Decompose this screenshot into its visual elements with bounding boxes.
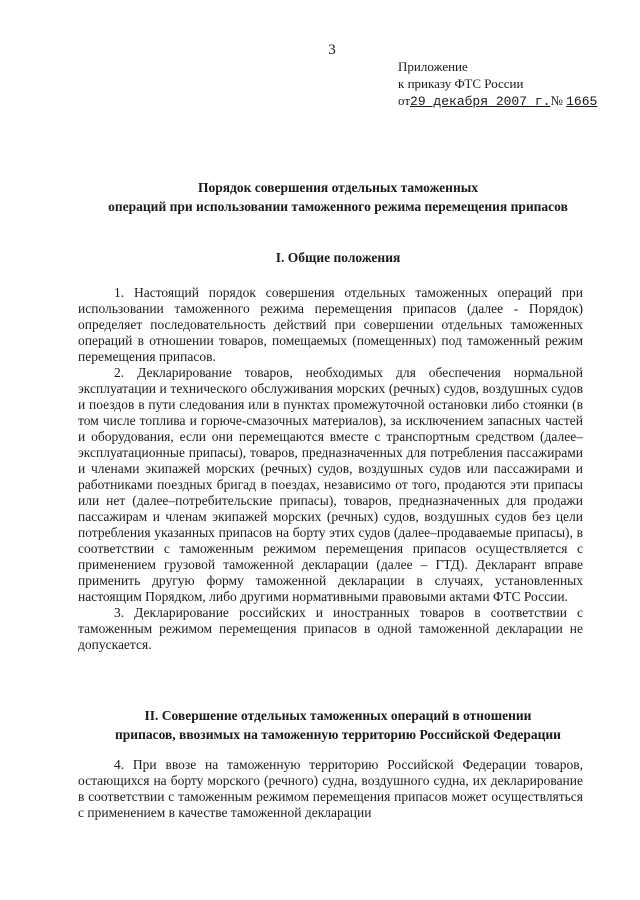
section-2-heading-line-1: II. Совершение отдельных таможенных операций в отношении <box>144 708 532 723</box>
page-number: 3 <box>328 42 336 58</box>
section-1-heading: I. Общие положения <box>275 250 401 265</box>
paragraph-2: 2. Декларирование товаров, необходимых для обеспечения нормальной эксплуатации и технического обслуживания морских (речных) судов, воздушных судов и поездов в пути следования или в пунктах промежуточной остановки либо стоянки (в том числе топлива и горюче-смазочных материалов), за исключением запасных частей и оборудования, если они перемещаются вместе с транспортным средством (далее–эксплуатационные припасы), товаров, предназначенных для потребления пассажирами и членами экипажей морских (речных) судов, воздушных судов или пассажирами и работниками поездных бригад в поездах, независимо от того, продаются эти припасы или нет (далее–потребительские припасы), товаров, предназначенных для продажи пассажирам и членам экипажей морских (речных) судов, воздушных судов без цели потребления указанных припасов на борту этих судов (далее–продаваемые припасы), в соответствии с таможенным режимом перемещения припасов осуществляется с применением грузовой таможенной декларации (далее – ГТД). Декларант вправе применить другую форму таможенной декларации в случаях, установленных настоящим Порядком, либо другими нормативными правовыми актами ФТС России. <box>78 365 583 604</box>
paragraph-4: 4. При ввозе на таможенную территорию Российской Федерации товаров, остающихся на борту морского (речного) судна, воздушного судна, их декларирование в соответствии с таможенным режимом перемещения припасов может осуществляться с применением в качестве таможенной декларации <box>78 757 583 820</box>
appendix-block <box>398 58 597 110</box>
number-sign: № <box>550 93 563 108</box>
section-2-heading-line-2: припасов, ввозимых на таможенную территорию Российской Федерации <box>115 727 561 742</box>
title-line-2: операций при использовании таможенного режима перемещения припасов <box>108 199 568 214</box>
paragraph-1: 1. Настоящий порядок совершения отдельных таможенных операций при использовании таможенного режима перемещения припасов (далее - Порядок) определяет последовательность действий при совершении отдельных таможенных операций в отношении товаров, помещаемых (помещенных) под таможенный режим перемещения припасов. <box>78 285 583 364</box>
section-2-heading <box>70 706 606 744</box>
appendix-order-ref: к приказу ФТС России <box>398 76 524 91</box>
title-line-1: Порядок совершения отдельных таможенных <box>197 180 479 195</box>
section-2-body <box>78 757 583 821</box>
order-date: 29 декабря 2007 г. <box>410 94 551 109</box>
paragraph-3: 3. Декларирование российских и иностранных товаров в соответствии с таможенным режимом перемещения припасов в одной таможенной декларации не допускается. <box>78 605 583 652</box>
appendix-date-line <box>398 92 597 110</box>
document-title <box>70 178 606 216</box>
appendix-label: Приложение <box>398 59 468 74</box>
order-number: 1665 <box>566 94 598 109</box>
section-1-body <box>78 285 583 653</box>
date-prefix: от <box>398 93 411 108</box>
